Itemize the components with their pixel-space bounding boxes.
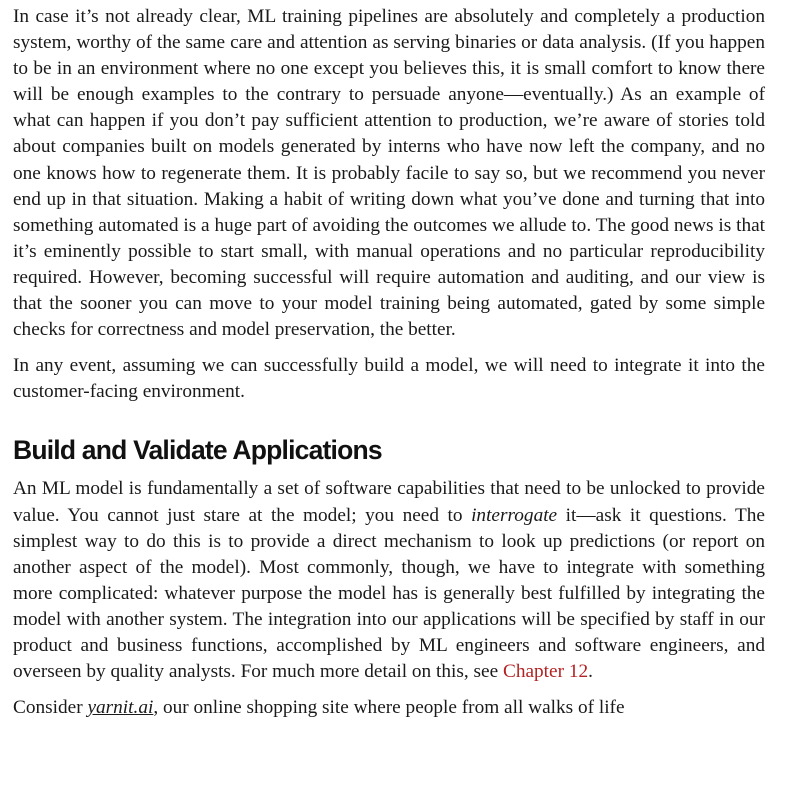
section-heading: Build and Validate Applications (13, 435, 382, 466)
paragraph-text: , our online shopping site where people from all walks of life (153, 697, 625, 719)
chapter-12-link[interactable]: Chapter 12 (502, 661, 589, 683)
paragraph-text: Consider (13, 697, 88, 719)
yarnit-site-name: yarnit.ai (87, 697, 154, 719)
emphasis-interrogate: interrogate (471, 504, 558, 526)
paragraph-text: it—ask it questions. The simplest way to do this is to provide a direct mechanism to look up predictions (or report on another aspect of the model). Most commonly, though, we have to integrate with something more complicated: whatever purpose the model has is generally best fulfilled by integrating the model with another system. The integration into our applications will be specified by staff in our product and business functions, accomplished by ML engineers and software engineers, and overseen by quality analysts. For much more detail on this, see (13, 504, 765, 683)
paragraph-ml-model (13, 476, 765, 685)
document-page (13, 4, 765, 721)
paragraph-text: . (588, 661, 593, 683)
paragraph-training-pipelines: In case it’s not already clear, ML training pipelines are absolutely and completely a production system, worthy of the same care and attention as serving binaries or data analysis. (If you happen to be in an environment where no one except you believes this, it is small comfort to know there will be enough examples to the contrary to persuade anyone—eventually.) As an example of what can happen if you don’t pay sufficient attention to production, we’re aware of stories told about companies built on models generated by interns who have now left the company, and no one knows how to regenerate them. It is probably facile to say so, but we recommend you never end up in that situation. Making a habit of writing down what you’ve done and turning that into something automated is a huge part of avoiding the outcomes we allude to. The good news is that it’s eminently possible to start small, with manual operations and no particular reproducibility required. However, becoming successful will require automation and auditing, and our view is that the sooner you can move to your model training being automated, gated by some simple checks for correctness and model preservation, the better. (13, 6, 765, 341)
paragraph-yarnit (13, 695, 765, 721)
paragraph-text: An ML model is fundamentally a set of software capabilities that need to be unlocked to provide value. You cannot just stare at the model; you need to (13, 478, 765, 526)
paragraph-integration: In any event, assuming we can successfully build a model, we will need to integrate it into the customer-facing environment. (13, 355, 765, 403)
